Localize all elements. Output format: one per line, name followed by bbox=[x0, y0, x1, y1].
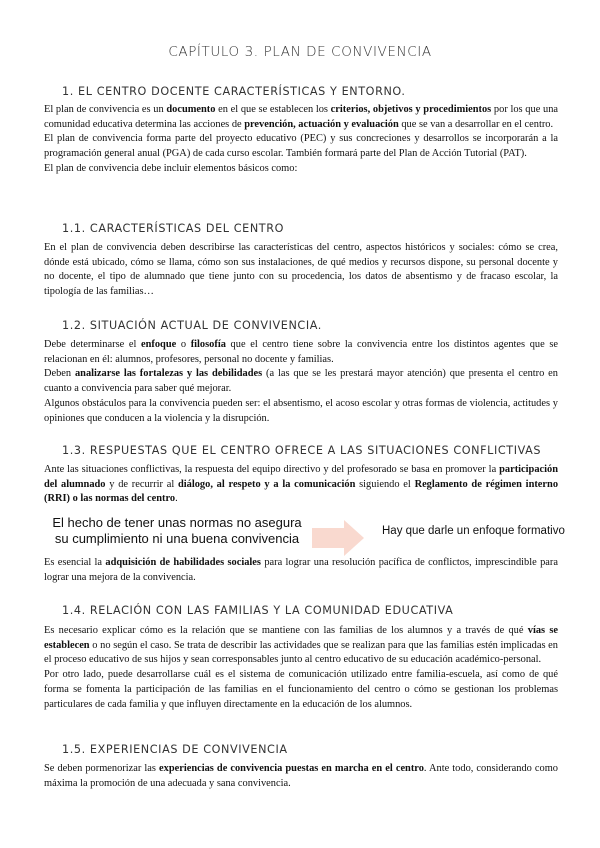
bold-text: enfoque bbox=[141, 339, 177, 350]
bold-text: prevención, actuación y evaluación bbox=[244, 118, 399, 130]
bold-text: documento bbox=[166, 104, 216, 115]
bold-text: criterios, objetivos y procedimientos bbox=[330, 104, 492, 115]
text: para lograr una resolución pacífica de conflictos, imprescindible para lograr una mejora de la convivencia. bbox=[44, 557, 558, 583]
text: El plan de convivencia forma parte del proyecto educativo (PEC) y sus concreciones y desarrollos se incorporarán a la programación general anual (PGA) de cada curso escolar. También formará parte del Plan de Acción Tutorial (PAT). bbox=[44, 133, 558, 160]
section-heading-1: 1. EL CENTRO DOCENTE CARACTERÍSTICAS Y ENTORNO. bbox=[62, 85, 406, 98]
section-heading-1-4: 1.4. RELACIÓN CON LAS FAMILIAS Y LA COMUNIDAD EDUCATIVA bbox=[62, 604, 454, 617]
right-arrow-icon bbox=[312, 520, 364, 556]
paragraph-line bbox=[44, 397, 558, 426]
bold-text: diálogo, al respeto y a la comunicación bbox=[177, 478, 356, 490]
paragraph-line bbox=[44, 367, 558, 396]
formative-note: Hay que darle un enfoque formativo bbox=[382, 525, 565, 537]
text: siguiendo el bbox=[355, 478, 415, 490]
section-heading-1-5: 1.5. EXPERIENCIAS DE CONVIVENCIA bbox=[62, 743, 288, 756]
bold-text: participación del alumnado bbox=[44, 464, 558, 490]
paragraph-line bbox=[44, 103, 558, 132]
text: Se deben pormenorizar las bbox=[44, 763, 160, 774]
text: o bbox=[176, 339, 191, 350]
bold-text: analizarse las fortalezas y las debilidades bbox=[74, 368, 263, 380]
text: y de recurrir al bbox=[105, 478, 178, 490]
bold-text: Reglamento de régimen interno (RRI) o las normas del centro bbox=[44, 478, 559, 505]
paragraph-line bbox=[44, 668, 558, 712]
text: El plan de convivencia es un bbox=[44, 104, 167, 115]
paragraph-line bbox=[44, 132, 558, 161]
text: El plan de convivencia debe incluir elementos básicos como: bbox=[44, 162, 298, 174]
bold-text: experiencias de convivencia puestas en marcha en el centro bbox=[159, 763, 424, 774]
text: Ante las situaciones conflictivas, la respuesta del equipo directivo y del profesorado se basa en promover la bbox=[44, 464, 500, 475]
text: o no según el caso. Se trata de describir las actividades que se realizan para que las familias estén implicadas en el proceso educativo de sus hijos y sean corresponsables junto al centro educativo de su educación académico-personal. bbox=[44, 639, 558, 666]
paragraph-line bbox=[44, 463, 558, 507]
chapter-title: CAPÍTULO 3. PLAN DE CONVIVENCIA bbox=[168, 44, 432, 60]
text: . Ante todo, considerando como máxima la promoción de una adecuada y sana convivencia. bbox=[44, 763, 558, 789]
text: Es necesario explicar cómo es la relación que se mantiene con las familias de los alumnos y a través de qué bbox=[44, 625, 528, 636]
section-heading-1-1: 1.1. CARACTERÍSTICAS DEL CENTRO bbox=[62, 222, 285, 235]
intro-paragraph bbox=[44, 103, 558, 177]
paragraph-line bbox=[44, 556, 558, 585]
section-heading-1-3: 1.3. RESPUESTAS QUE EL CENTRO OFRECE A LAS SITUACIONES CONFLICTIVAS bbox=[62, 444, 542, 457]
paragraph-line bbox=[44, 762, 558, 791]
norms-quote: El hecho de tener unas normas no asegura su cumplimiento ni una buena convivencia bbox=[52, 515, 302, 546]
bold-text: vías se establecen bbox=[44, 625, 558, 651]
paragraph-line bbox=[44, 338, 558, 367]
text: en el que se establecen los bbox=[215, 104, 331, 115]
text: En el plan de convivencia deben describirse las características del centro, aspectos históricos y sociales: cómo se crea, dónde está ubicado, cómo se llama, cómo son sus instalaciones, de qué medios y recursos dispone, su personal docente y no docente, el tipo de alumnado que tiene junto con su procedencia, los datos de absentismo y de fracaso escolar, la tipología de las familias… bbox=[44, 242, 558, 298]
paragraph-1-4 bbox=[44, 624, 558, 712]
text: Es esencial la bbox=[44, 557, 106, 568]
bold-text: filosofía bbox=[190, 339, 226, 350]
paragraph-line bbox=[44, 624, 558, 668]
bold-text: adquisición de habilidades sociales bbox=[105, 557, 261, 568]
text: (a las que se les prestará mayor atención) que presenta el centro en cuanto a convivencia para saber qué mejorar. bbox=[44, 368, 558, 395]
text: Algunos obstáculos para la convivencia pueden ser: el absentismo, el acoso escolar y otras formas de violencia, actitudes y opiniones que conducen a la violencia y la disrupción. bbox=[44, 397, 558, 424]
text: Debe determinarse el bbox=[44, 339, 141, 350]
paragraph-1-2 bbox=[44, 338, 558, 426]
text: por los que una comunidad educativa determina las acciones de bbox=[44, 104, 559, 130]
paragraph-line bbox=[44, 162, 558, 177]
text: . bbox=[175, 493, 178, 505]
section-heading-1-2: 1.2. SITUACIÓN ACTUAL DE CONVIVENCIA. bbox=[62, 319, 322, 332]
paragraph-line bbox=[44, 241, 558, 300]
text: Por otro lado, puede desarrollarse cuál es el sistema de comunicación utilizado entre familia-escuela, así como de qué forma se fomenta la participación de las familias en el funcionamiento del centro o cómo se gestionan los problemas particulares de cada familia y que influyen directamente en la educación de los alumnos. bbox=[44, 669, 558, 710]
paragraph-1-3 bbox=[44, 463, 558, 507]
text: que se van a desarrollar en el centro. bbox=[398, 118, 554, 130]
text: que el centro tiene sobre la convivencia entre los distintos agentes que se relacionan en él: alumnos, profesores, personal no docente y familias. bbox=[44, 339, 559, 365]
paragraph-1-1 bbox=[44, 241, 558, 300]
paragraph-1-5 bbox=[44, 762, 558, 791]
paragraph-1-3-b bbox=[44, 556, 558, 585]
text: Deben bbox=[44, 368, 75, 380]
